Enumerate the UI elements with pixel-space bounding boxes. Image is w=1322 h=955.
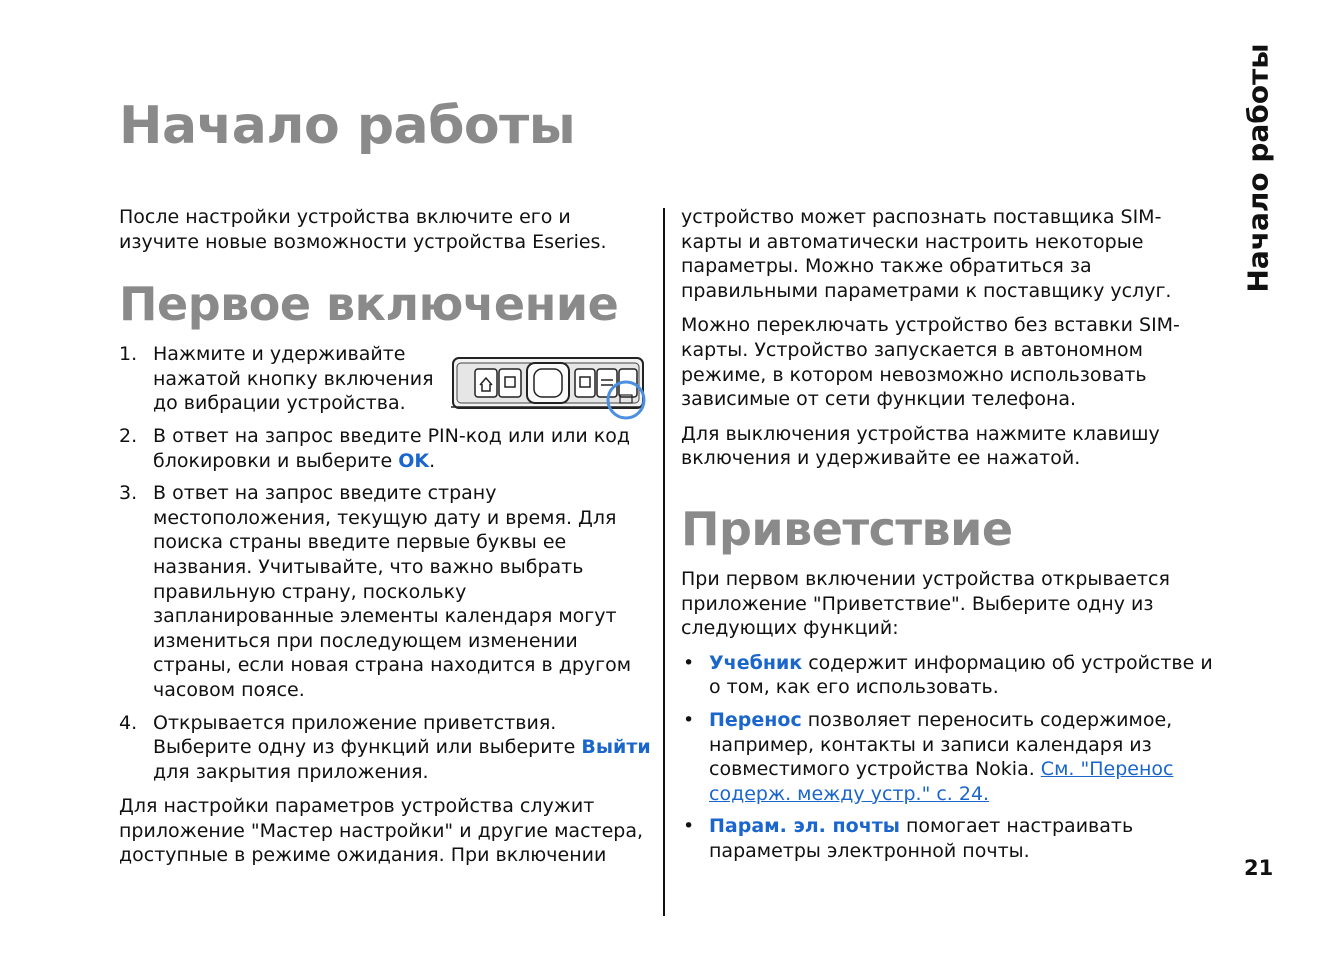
transfer-option: Перенос — [709, 708, 802, 731]
bullet-text: содержит информацию об устройстве и о том, как его использовать. — [709, 651, 1213, 699]
step-number: 3. — [119, 482, 138, 505]
intro-paragraph: После настройки устройства включите его и изучите новые возможности устройства Eseries. — [119, 206, 607, 253]
step-text-end: . — [429, 449, 436, 472]
page-number: 21 — [1244, 856, 1274, 880]
bullet: • — [683, 815, 695, 838]
tutorial-option: Учебник — [709, 651, 803, 674]
paragraph-offline: Можно переключать устройство без вставки SIM-карты. Устройство запускается в автономном режиме, в котором невозможно использовать зависимые от сети функции телефона. — [681, 314, 1180, 411]
paragraph-sim: устройство может распознать поставщика SIM-карты и автоматически настроить некоторые параметры. Можно также обратиться за правильными параметрами к поставщику услуг. — [681, 206, 1172, 302]
welcome-intro: При первом включении устройства открывается приложение "Приветствие". Выберите одну из следующих функций: — [681, 567, 1170, 640]
section-title-welcome: Приветствие — [681, 501, 1013, 556]
step-number: 2. — [119, 424, 138, 447]
list-item — [681, 708, 1213, 806]
list-item — [119, 481, 651, 702]
step-text: В ответ на запрос введите PIN-код или или код блокировки и выберите — [153, 424, 630, 472]
left-column — [119, 205, 651, 878]
setup-steps-list — [119, 342, 651, 784]
list-item — [681, 814, 1213, 863]
list-item — [119, 424, 651, 473]
side-tab-label: Начало работы — [1241, 43, 1275, 293]
welcome-functions-list — [681, 651, 1213, 864]
step-text: Нажмите и удерживайте нажатой кнопку включения до вибрации устройства. — [153, 343, 434, 415]
exit-option: Выйти — [581, 736, 651, 759]
column-divider — [663, 208, 665, 916]
list-item — [119, 711, 651, 785]
bullet: • — [683, 651, 695, 674]
closing-paragraph: Для настройки параметров устройства служит приложение "Мастер настройки" и другие мастера, доступные в режиме ожидания. При включении — [119, 795, 644, 867]
list-item — [119, 342, 651, 416]
list-item — [681, 651, 1213, 700]
right-column — [681, 205, 1213, 871]
step-number: 4. — [119, 711, 138, 734]
step-text-end: для закрытия приложения. — [153, 760, 429, 783]
step-number: 1. — [119, 343, 138, 366]
transfer-reference-link[interactable]: См. "Перенос содерж. между устр." с. 24. — [709, 758, 1174, 805]
bullet-text: позволяет переносить содержимое, например, контакты и записи календаря из совместимого устройства Nokia. — [709, 708, 1173, 781]
bullet-text: помогает настраивать параметры электронной почты. — [709, 815, 1134, 862]
paragraph-power-off: Для выключения устройства нажмите клавишу включения и удерживайте ее нажатой. — [681, 422, 1160, 470]
section-title-first-start: Первое включение — [119, 277, 619, 332]
bullet: • — [683, 708, 695, 731]
side-tab — [1236, 40, 1280, 296]
ok-option: OK — [398, 449, 430, 472]
page-title: Начало работы — [119, 96, 576, 156]
email-settings-option: Парам. эл. почты — [709, 815, 900, 838]
step-text: Открывается приложение приветствия. Выберите одну из функций или выберите — [153, 711, 582, 759]
step-text: В ответ на запрос введите страну местоположения, текущую дату и время. Для поиска страны введите первые буквы ее названия. Учитывайте, что важно выбрать правильную страну, поскольку запланированные элементы календаря могут измениться при последующем изменении страны, если новая страна находится в другом часовом поясе. — [153, 482, 632, 701]
